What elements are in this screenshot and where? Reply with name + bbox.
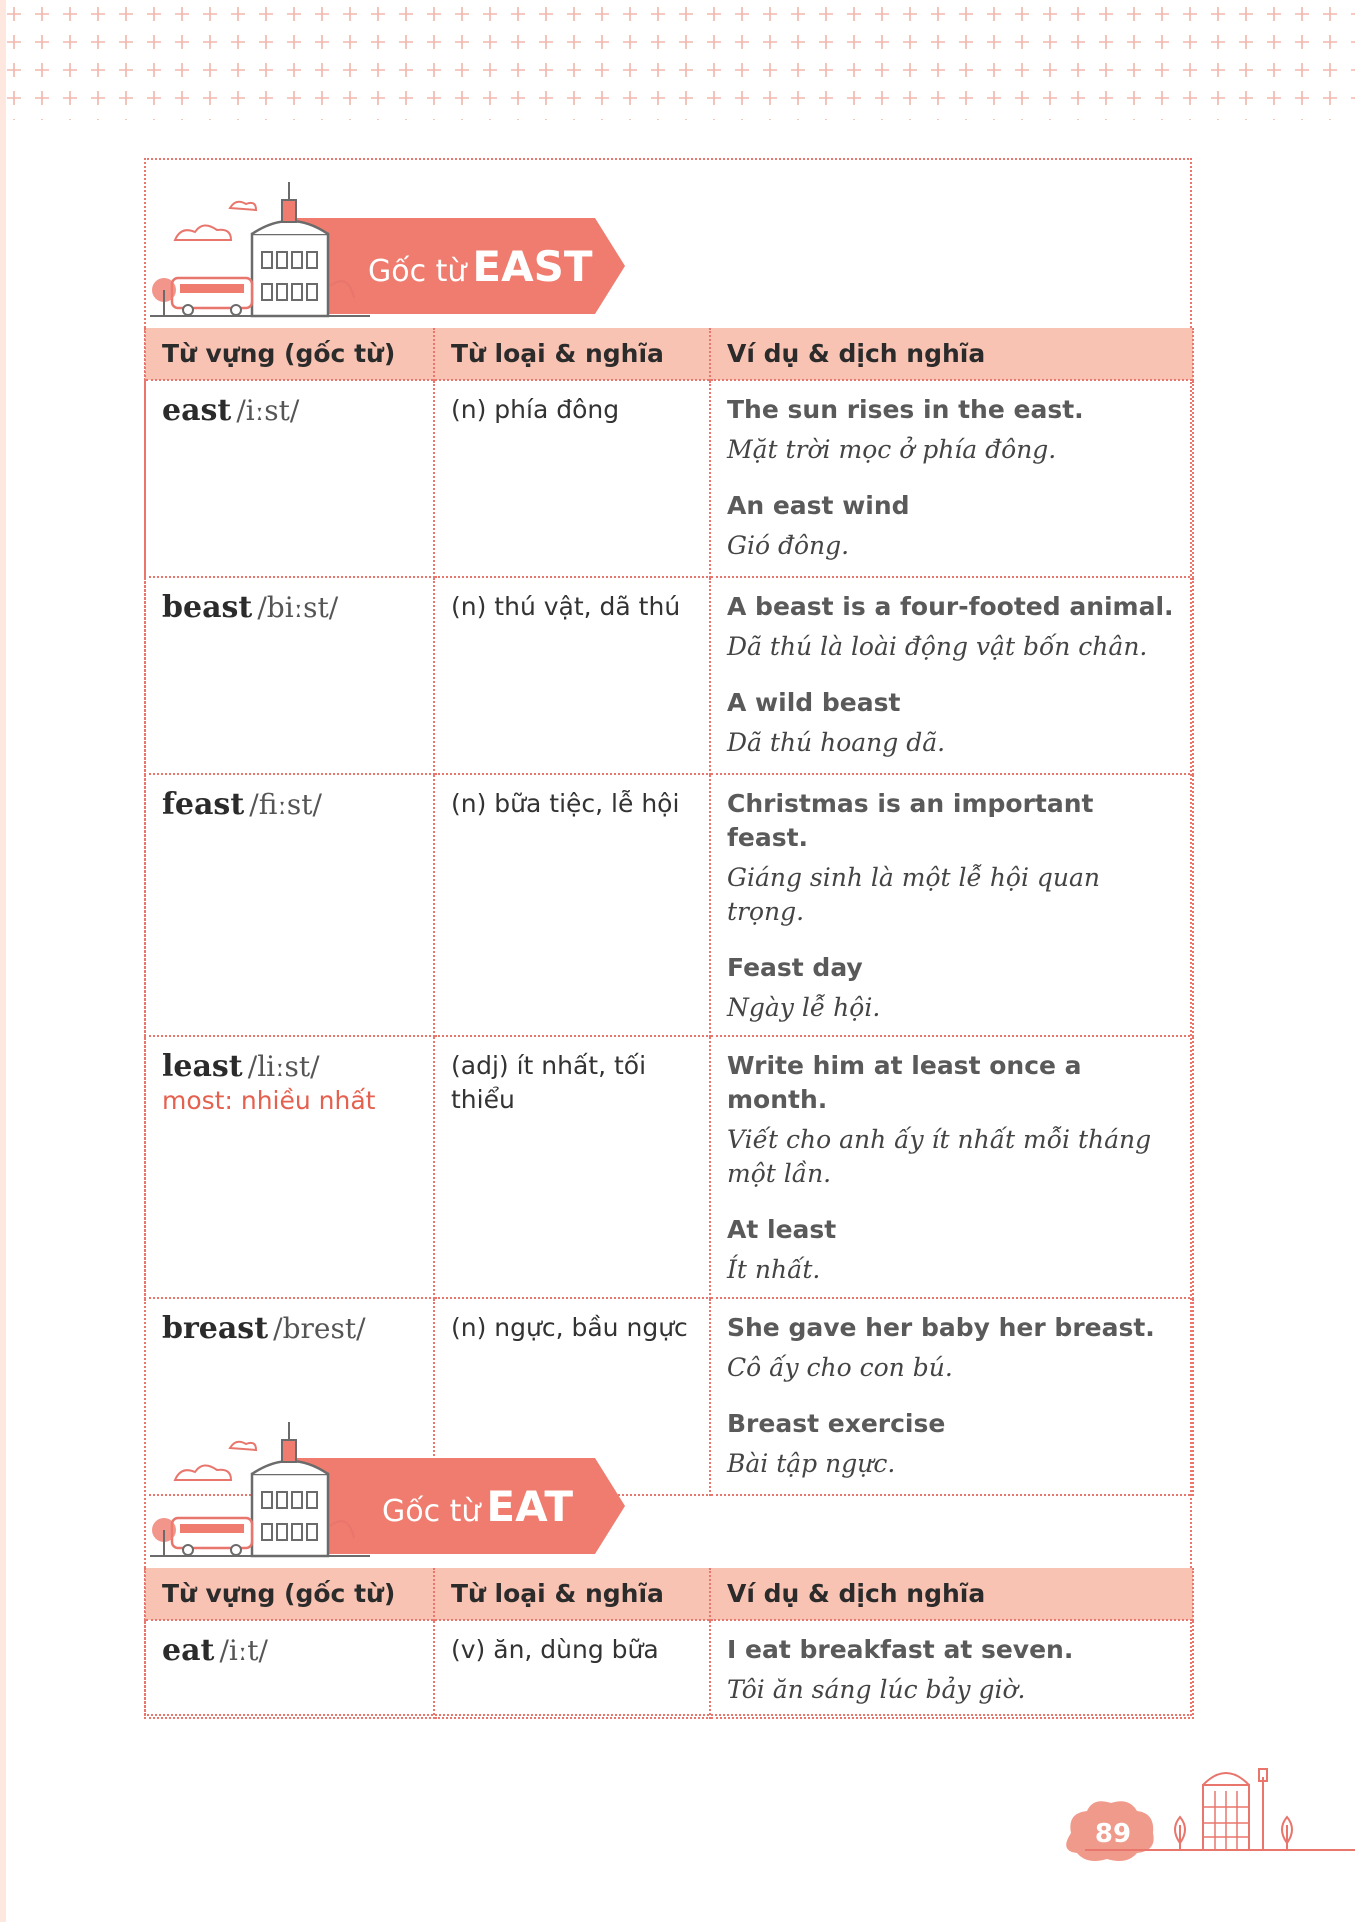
meaning: (v) ăn, dùng bữa: [451, 1635, 659, 1664]
example-vi: Ít nhất.: [727, 1255, 821, 1284]
header-meaning: Từ loại & nghĩa: [434, 1568, 710, 1620]
examples-cell: [710, 577, 1193, 774]
example-en: At least: [727, 1215, 837, 1244]
examples-cell: [710, 1036, 1193, 1298]
word: feast: [162, 787, 245, 822]
section-banner-eat: [150, 1418, 640, 1568]
meaning: (n) phía đông: [451, 395, 620, 424]
meaning-cell: [434, 577, 710, 774]
examples-cell: [710, 380, 1193, 577]
example: [727, 686, 1182, 760]
example-vi: Gió đông.: [727, 531, 850, 560]
meaning: (n) bữa tiệc, lễ hội: [451, 789, 680, 818]
header-vocab: Từ vựng (gốc từ): [145, 328, 434, 380]
ipa: /iːst/: [236, 394, 300, 427]
example: [727, 1633, 1182, 1707]
word: least: [162, 1049, 243, 1084]
example-vi: Mặt trời mọc ở phía đông.: [727, 435, 1057, 464]
section-title-prefix: Gốc từ: [382, 1494, 481, 1529]
example: [727, 1407, 1182, 1481]
section-banner-east: [150, 178, 640, 328]
example-vi: Ngày lễ hội.: [727, 993, 881, 1022]
word-cell: [145, 1620, 434, 1718]
word-cell: [145, 380, 434, 577]
example-en: The sun rises in the east.: [727, 395, 1084, 424]
table-row: [145, 577, 1193, 774]
example-en: I eat breakfast at seven.: [727, 1635, 1074, 1664]
example-vi: Cô ấy cho con bú.: [727, 1353, 953, 1382]
word-cell: [145, 1036, 434, 1298]
table-header-row: [145, 328, 1193, 380]
header-vocab: Từ vựng (gốc từ): [145, 1568, 434, 1620]
example: [727, 1213, 1182, 1287]
ipa: /biːst/: [257, 591, 339, 624]
example: [727, 787, 1182, 929]
example-vi: Dã thú hoang dã.: [727, 728, 946, 757]
example-vi: Tôi ăn sáng lúc bảy giờ.: [727, 1675, 1026, 1704]
example-en: Christmas is an important feast.: [727, 789, 1094, 852]
page-edge-strip: [0, 0, 6, 1922]
example-en: An east wind: [727, 491, 910, 520]
meaning-cell: [434, 1036, 710, 1298]
table-row: [145, 1036, 1193, 1298]
meaning-cell: [434, 380, 710, 577]
section-title-root: EAST: [472, 242, 593, 291]
section-title-root: EAT: [486, 1482, 574, 1531]
table-row: [145, 774, 1193, 1036]
example-vi: Giáng sinh là một lễ hội quan trọng.: [727, 863, 1101, 926]
example: [727, 393, 1182, 467]
example-en: Feast day: [727, 953, 863, 982]
table-row: [145, 380, 1193, 577]
cross-pattern-decoration: [0, 0, 1355, 120]
example-vi: Dã thú là loài động vật bốn chân.: [727, 632, 1148, 661]
section-title-prefix: Gốc từ: [368, 254, 467, 289]
section-title: [368, 242, 593, 291]
ipa: /liːst/: [247, 1050, 320, 1083]
meaning: (n) ngực, bầu ngực: [451, 1313, 688, 1342]
word-cell: [145, 774, 434, 1036]
ipa: /iːt/: [219, 1634, 268, 1667]
meaning-cell: [434, 774, 710, 1036]
table-header-row: [145, 1568, 1193, 1620]
header-examples: Ví dụ & dịch nghĩa: [710, 1568, 1193, 1620]
table-row: [145, 1620, 1193, 1718]
header-examples: Ví dụ & dịch nghĩa: [710, 328, 1193, 380]
examples-cell: [710, 1298, 1193, 1495]
example: [727, 590, 1182, 664]
vocab-table-east: [144, 328, 1194, 1496]
example: [727, 1311, 1182, 1385]
meaning: (n) thú vật, dã thú: [451, 592, 681, 621]
example-vi: Viết cho anh ấy ít nhất mỗi tháng một lần.: [727, 1125, 1152, 1188]
example-en: She gave her baby her breast.: [727, 1313, 1155, 1342]
example-en: A wild beast: [727, 688, 901, 717]
word-cell: [145, 577, 434, 774]
example-en: Breast exercise: [727, 1409, 946, 1438]
example-en: A beast is a four-footed animal.: [727, 592, 1174, 621]
example-vi: Bài tập ngực.: [727, 1449, 896, 1478]
example-en: Write him at least once a month.: [727, 1051, 1082, 1114]
word-note: most: nhiều nhất: [162, 1086, 376, 1115]
example: [727, 489, 1182, 563]
word: east: [162, 393, 232, 428]
word: eat: [162, 1633, 215, 1668]
meaning: (adj) ít nhất, tối thiểu: [451, 1051, 647, 1114]
ipa: /brest/: [273, 1312, 366, 1345]
meaning-cell: [434, 1620, 710, 1718]
word: breast: [162, 1311, 269, 1346]
word: beast: [162, 590, 253, 625]
header-meaning: Từ loại & nghĩa: [434, 328, 710, 380]
example: [727, 951, 1182, 1025]
examples-cell: [710, 1620, 1193, 1718]
ipa: /fiːst/: [249, 788, 322, 821]
page-number: 89: [1094, 1819, 1132, 1849]
section-title: [382, 1482, 573, 1531]
examples-cell: [710, 774, 1193, 1036]
vocab-table-eat: [144, 1568, 1194, 1719]
example: [727, 1049, 1182, 1191]
